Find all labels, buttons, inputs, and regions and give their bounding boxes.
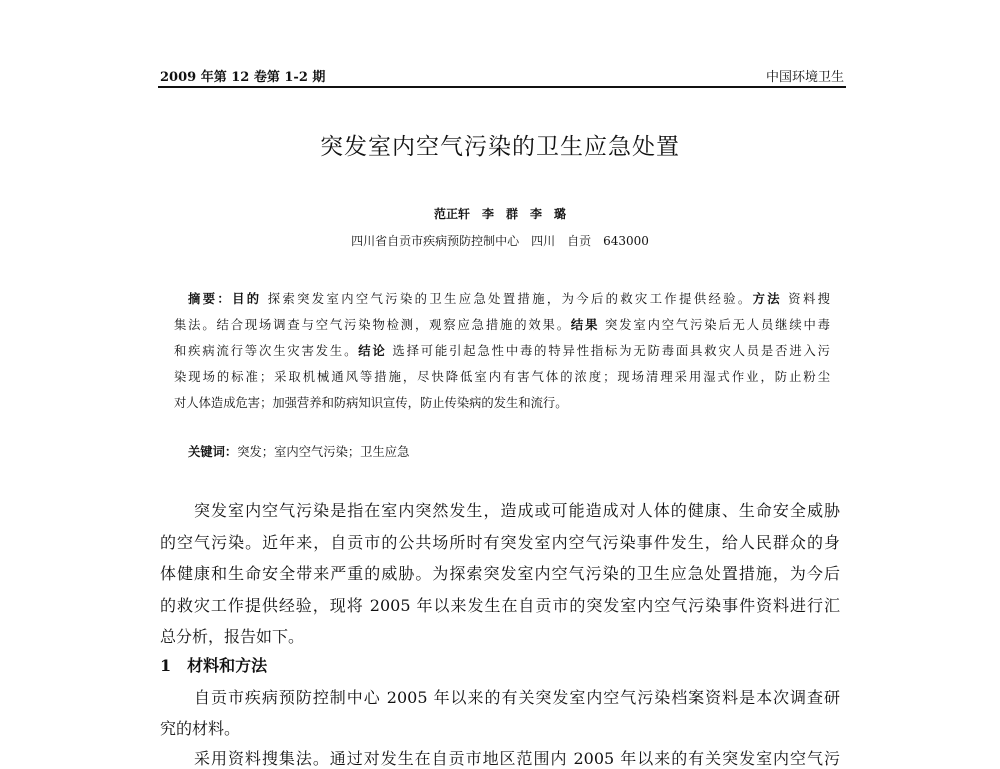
abstract-text: 资料搜 [781,292,830,306]
abstract-text: 和疾病流行等次生灾害发生。 [174,344,359,358]
abstract-text: 集法。结合现场调查与空气污染物检测，观察应急措施的效果。 [174,318,571,332]
abstract-text: 探索突发室内空气污染的卫生应急处置措施，为今后的救灾工作提供经验。 [261,292,753,306]
abstract-label: 摘要： [188,291,233,306]
keywords [188,442,830,460]
authors: 范正轩 李 群 李 璐 [433,207,566,221]
abstract-line [174,315,830,333]
abstract-line [174,341,830,359]
abstract-keyword: 结果 [570,317,600,332]
abstract-line: 对人体造成危害；加强营养和防病知识宣传，防止传染病的发生和流行。 [174,396,568,410]
abstract-keyword: 结论 [358,343,387,358]
body-line: 体健康和生命安全带来严重的威胁。为探索突发室内空气污染的卫生应急处置措施，为今后 [160,564,840,583]
body-line: 究的材料。 [160,719,241,738]
running-header-issue: 2009 年第 12 卷第 1-2 期 [160,70,326,85]
body-line: 自贡市疾病预防控制中心 2005 年以来的有关突发室内空气污染档案资料是本次调查研 [194,688,840,707]
section-heading: 1 材料和方法 [160,656,268,675]
body-line: 的救灾工作提供经验，现将 2005 年以来发生在自贡市的突发室内空气污染事件资料进行汇 [160,596,840,615]
affiliation: 四川省自贡市疾病预防控制中心 四川 自贡 643000 [351,234,649,248]
body-line: 突发室内空气污染是指在室内突然发生，造成或可能造成对人体的健康、生命安全威胁 [194,501,840,520]
abstract-text: 突发室内空气污染后无人员继续中毒 [599,318,830,332]
abstract-line [188,289,830,307]
keywords-label: 关键词： [188,444,238,459]
body-line: 总分析，报告如下。 [160,627,305,646]
body-line: 采用资料搜集法。通过对发生在自贡市地区范围内 2005 年以来的有关突发室内空气污 [194,749,840,768]
abstract-line: 染现场的标准；采取机械通风等措施，尽快降低室内有害气体的浓度；现场清理采用湿式作业，防止粉尘 [174,370,830,384]
running-header-journal: 中国环境卫生 [765,70,844,85]
header-rule [158,86,846,88]
abstract-keyword: 目的 [232,291,262,306]
abstract-text: 选择可能引起急性中毒的特异性指标为无防毒面具救灾人员是否进入污 [386,344,830,358]
body-line: 的空气污染。近年来，自贡市的公共场所时有突发室内空气污染事件发生，给人民群众的身 [160,533,840,552]
keywords-text: 突发；室内空气污染；卫生应急 [237,445,410,459]
abstract-keyword: 方法 [752,291,782,306]
paper-title: 突发室内空气污染的卫生应急处置 [320,134,680,160]
